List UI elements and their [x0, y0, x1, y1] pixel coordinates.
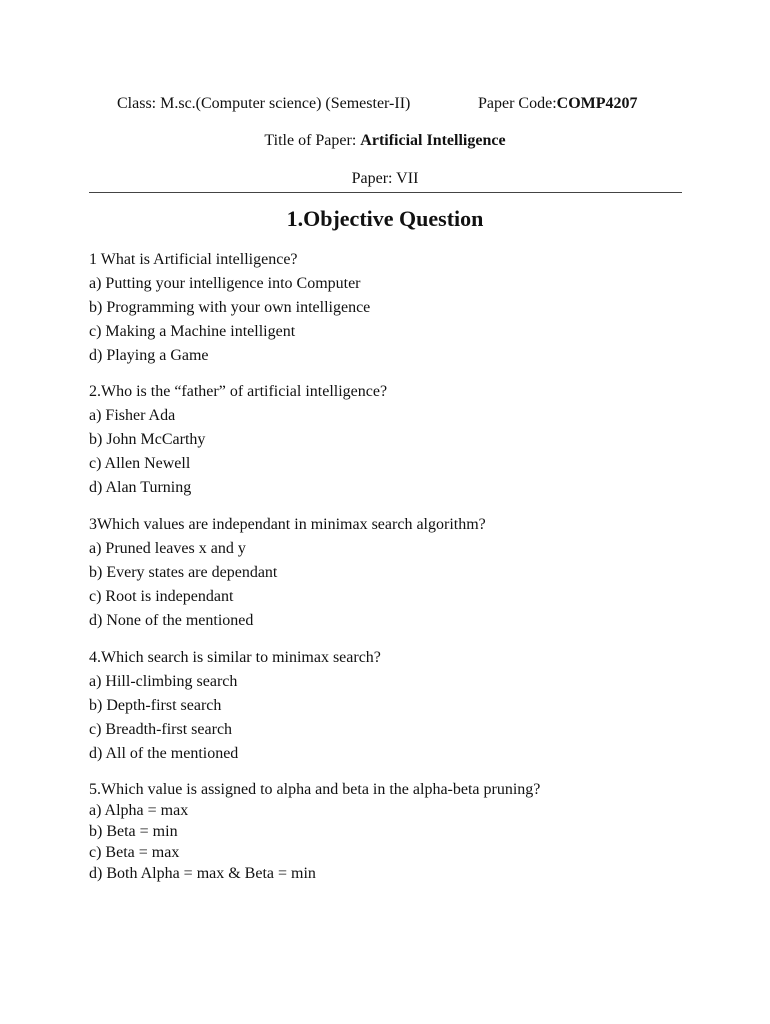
class-label: Class: M.sc.(Computer science) (Semester-II)	[117, 95, 411, 112]
header-divider	[89, 192, 682, 193]
section-heading: 1.Objective Question	[286, 206, 484, 231]
question-text: 3Which values are independant in minimax search algorithm?	[89, 516, 486, 533]
option-d: d) All of the mentioned	[89, 745, 239, 762]
paper-code-label: Paper Code:	[478, 95, 557, 112]
option-d: d) Playing a Game	[89, 347, 209, 364]
option-c: c) Allen Newell	[89, 455, 191, 472]
question-text: 5.Which value is assigned to alpha and beta in the alpha-beta pruning?	[89, 781, 541, 798]
question-2	[89, 380, 387, 500]
option-c: c) Making a Machine intelligent	[89, 323, 296, 340]
question-text: 2.Who is the “father” of artificial intelligence?	[89, 383, 388, 400]
question-5	[89, 779, 540, 884]
option-a: a) Alpha = max	[89, 802, 189, 819]
question-text: 1 What is Artificial intelligence?	[89, 251, 298, 268]
option-b: b) John McCarthy	[89, 431, 206, 448]
paper-code-value: COMP4207	[556, 95, 638, 112]
paper-title-value: Artificial Intelligence	[360, 132, 506, 149]
option-a: a) Pruned leaves x and y	[89, 540, 246, 557]
option-b: b) Depth-first search	[89, 697, 222, 714]
option-c: c) Root is independant	[89, 588, 234, 605]
option-c: c) Breadth-first search	[89, 721, 233, 738]
question-text: 4.Which search is similar to minimax search?	[89, 649, 381, 666]
paper-title	[0, 131, 770, 151]
paper-code	[478, 94, 638, 114]
question-1	[89, 248, 370, 368]
option-b: b) Programming with your own intelligence	[89, 299, 371, 316]
option-a: a) Fisher Ada	[89, 407, 176, 424]
option-c: c) Beta = max	[89, 844, 180, 861]
question-4	[89, 646, 381, 766]
option-d: d) None of the mentioned	[89, 612, 254, 629]
option-a: a) Hill-climbing search	[89, 673, 238, 690]
option-b: b) Beta = min	[89, 823, 178, 840]
option-d: d) Alan Turning	[89, 479, 192, 496]
option-b: b) Every states are dependant	[89, 564, 278, 581]
option-a: a) Putting your intelligence into Computer	[89, 275, 361, 292]
option-d: d) Both Alpha = max & Beta = min	[89, 865, 316, 882]
paper-title-label: Title of Paper:	[264, 132, 361, 149]
paper-number: Paper: VII	[351, 170, 419, 187]
question-3	[89, 513, 486, 633]
